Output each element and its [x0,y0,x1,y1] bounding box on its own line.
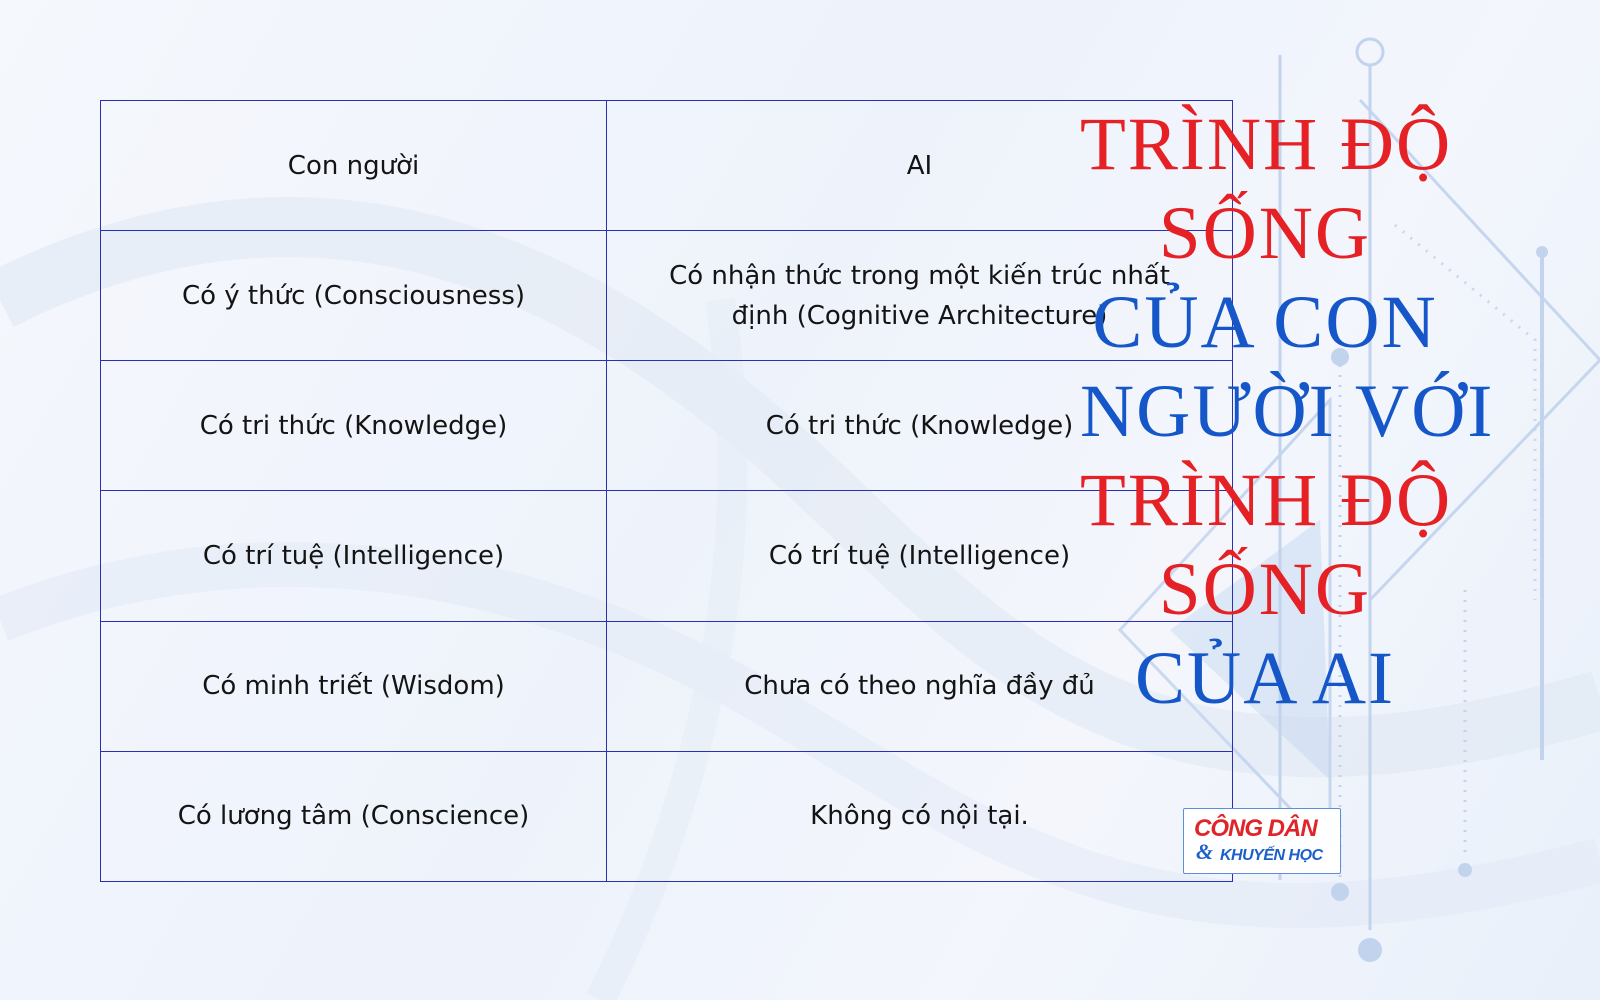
logo-text-bottom: KHUYẾN HỌC [1220,847,1323,864]
table-row [101,361,1233,491]
table-row [101,621,1233,751]
logo-text-top: CÔNG DÂN [1194,815,1317,842]
comparison-table [100,100,1233,882]
cell-human: Có minh triết (Wisdom) [101,621,607,751]
cell-ai: Không có nội tại. [607,751,1233,881]
headline-line: SỐNG [1158,192,1372,275]
cell-ai: Có nhận thức trong một kiến trúc nhất định (Cognitive Architecture) [607,231,1233,361]
logo-ampersand: & [1196,839,1214,864]
cell-human: Có trí tuệ (Intelligence) [101,491,607,621]
headline-line: CỦA AI [1135,637,1395,720]
cell-ai: Chưa có theo nghĩa đầy đủ [607,621,1233,751]
headline-title [1080,100,1495,723]
table-row [101,231,1233,361]
headline-line: TRÌNH ĐỘ [1080,459,1453,542]
header-ai: AI [607,101,1233,231]
header-human: Con người [101,101,607,231]
cell-human: Có ý thức (Consciousness) [101,231,607,361]
cell-ai: Có trí tuệ (Intelligence) [607,491,1233,621]
headline-line: CỦA CON [1092,281,1438,364]
table-row [101,491,1233,621]
headline-line: NGƯỜI VỚI [1080,370,1495,453]
headline-line: TRÌNH ĐỘ [1080,103,1453,186]
cell-human: Có lương tâm (Conscience) [101,751,607,881]
table-header-row [101,101,1233,231]
table-row [101,751,1233,881]
headline-line: SỐNG [1158,548,1372,631]
cell-human: Có tri thức (Knowledge) [101,361,607,491]
publisher-logo [1183,808,1341,874]
cell-ai: Có tri thức (Knowledge) [607,361,1233,491]
